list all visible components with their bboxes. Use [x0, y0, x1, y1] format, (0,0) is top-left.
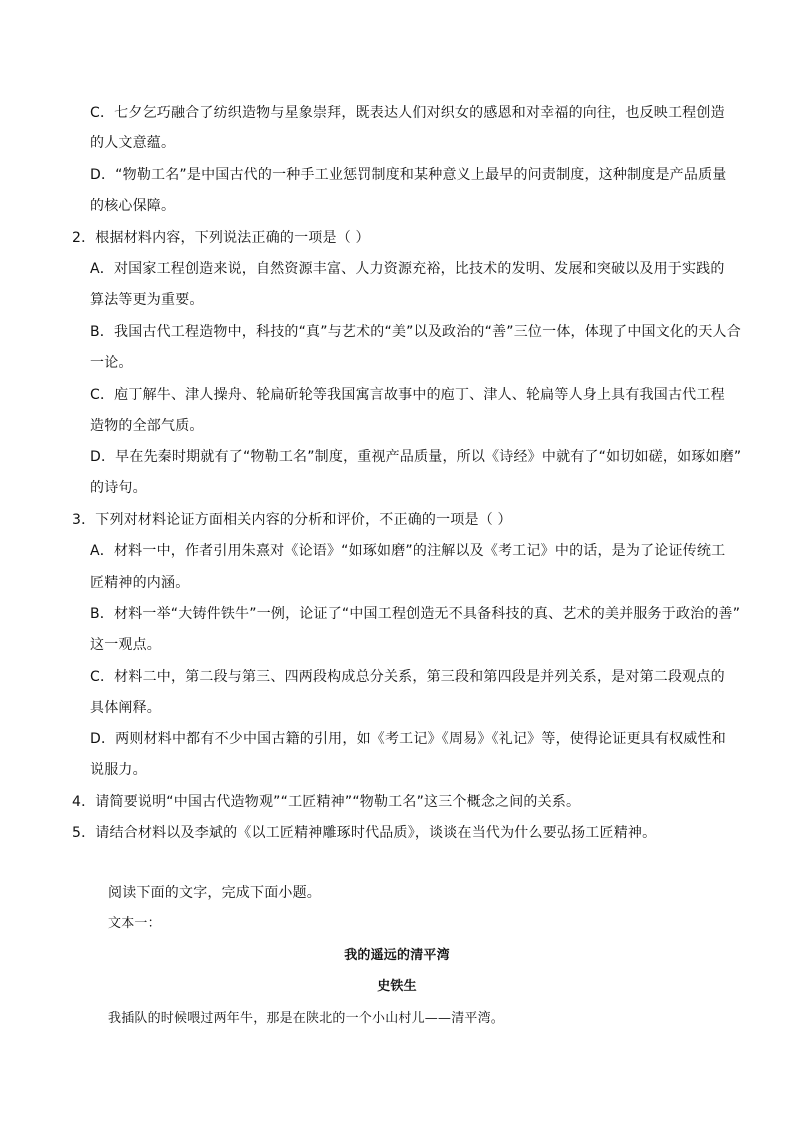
q3-option-c-line-2: 具体阐释。 [90, 700, 161, 716]
option-c-line-2: 的人文意蕴。 [90, 135, 176, 151]
question-2-stem: 2．根据材料内容，下列说法正确的一项是（ ） [72, 230, 370, 246]
text-label: 文本一： [108, 916, 161, 931]
passage-author: 史铁生 [377, 979, 417, 994]
q2-option-c-line-2: 造物的全部气质。 [90, 418, 204, 434]
q3-option-d-line-1: D．两则材料中都有不少中国古籍的引用，如《考工记》《周易》《礼记》等，使得论证更具有权威性和 [90, 731, 726, 747]
q2-option-d-line-2: 的诗句。 [90, 480, 147, 496]
q3-option-a-line-1: A．材料一中，作者引用朱熹对《论语》“如琢如磨”的注解以及《考工记》中的话，是为了论证传统工 [90, 543, 726, 559]
option-d-line-1: D．“物勒工名”是中国古代的一种手工业惩罚制度和某种意义上最早的问责制度，这种制度是产品质量 [90, 167, 727, 183]
q3-option-d-line-2: 说服力。 [90, 762, 147, 778]
question-3-stem: 3．下列对材料论证方面相关内容的分析和评价，不正确的一项是（ ） [72, 512, 512, 528]
option-d-line-2: 的核心保障。 [90, 198, 176, 214]
q2-option-a-line-1: A．对国家工程创造来说，自然资源丰富、人力资源充裕，比技术的发明、发展和突破以及用于实践的 [90, 261, 725, 277]
question-4: 4．请简要说明“中国古代造物观”“工匠精神”“物勒工名”这三个概念之间的关系。 [72, 794, 581, 810]
q3-option-b-line-2: 这一观点。 [90, 637, 161, 653]
q3-option-b-line-1: B．材料一举“大铸件铁牛”一例，论证了“中国工程创造无不具备科技的真、艺术的美并服务于政治的善” [90, 606, 741, 622]
q3-option-a-line-2: 匠精神的内涵。 [90, 575, 190, 591]
q2-option-d-line-1: D．早在先秦时期就有了“物勒工名”制度，重视产品质量，所以《诗经》中就有了“如切如磋，如琢如磨” [90, 449, 742, 465]
q2-option-b-line-2: 一论。 [90, 355, 133, 371]
q2-option-c-line-1: C．庖丁解牛、津人操舟、轮扁斫轮等我国寓言故事中的庖丁、津人、轮扁等人身上具有我国古代工程 [90, 387, 725, 403]
passage-first-line: 我插队的时候喂过两年牛，那是在陕北的一个小山村儿——清平湾。 [108, 1011, 505, 1026]
question-5: 5．请结合材料以及李斌的《以工匠精神雕琢时代品质》，谈谈在当代为什么要弘扬工匠精神。 [72, 825, 657, 841]
reading-instruction: 阅读下面的文字，完成下面小题。 [108, 885, 321, 901]
q2-option-a-line-2: 算法等更为重要。 [90, 292, 204, 308]
q3-option-c-line-1: C．材料二中，第二段与第三、四两段构成总分关系，第三段和第四段是并列关系，是对第二段观点的 [90, 669, 725, 685]
option-c-line-1: C．七夕乞巧融合了纺织造物与星象崇拜，既表达人们对织女的感恩和对幸福的向往，也反映工程创造 [90, 105, 725, 121]
passage-title: 我的遥远的清平湾 [344, 948, 450, 963]
q2-option-b-line-1: B．我国古代工程造物中，科技的“真”与艺术的“美”以及政治的“善”三位一体，体现了中国文化的天人合 [90, 324, 741, 340]
